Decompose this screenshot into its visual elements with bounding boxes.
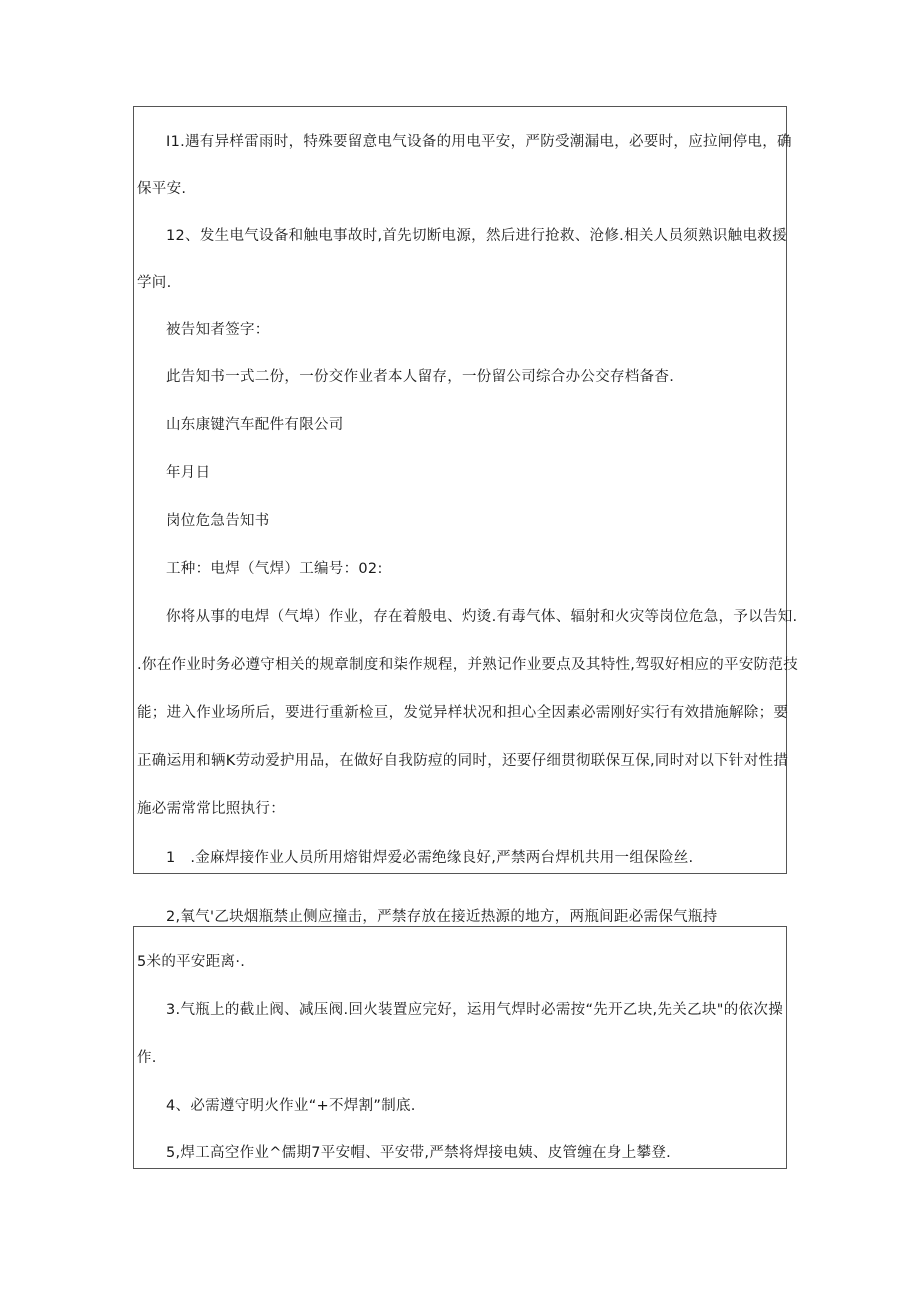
- paragraph-line: 作.: [137, 1050, 157, 1066]
- paragraph-line: 施必需常常比照执行：: [137, 801, 285, 817]
- paragraph-line: 3.气瓶上的截止阀、减压阀.回火装置应完好，运用气焊时必需按“先开乙块,先关乙块"的依次操: [166, 1002, 783, 1018]
- paragraph-line: 2,氧气'乙块烟瓶禁止侧应撞击，严禁存放在接近热源的地方，两瓶间距必需保气瓶持: [166, 909, 718, 925]
- paragraph-line: .你在作业时务必遵守相关的规章制度和柒作规程，并熟记作业要点及其特性,驾驭好相应的平安防范技: [137, 657, 799, 673]
- notice-title: 岗位危急告知书: [166, 513, 270, 529]
- paragraph-line: 保平安.: [137, 181, 187, 197]
- paragraph-line: 正确运用和辆K劳动爱护用品，在做好自我防痘的同时，还要仔细贯彻联保互保,同时对以下针对性措: [137, 753, 789, 769]
- paragraph-line: 5米的平安距离·.: [137, 954, 246, 970]
- paragraph-line: 4、必需遵守明火作业“+不焊割”制底.: [166, 1098, 416, 1114]
- paragraph-line: 你将从事的电焊（气埠）作业，存在着般电、灼烫.有毒气体、辐射和火灾等岗位危急，予以告知.: [166, 609, 798, 625]
- paragraph-line: 12、发生电气设备和触电事故时,首先切断电源，然后进行抢救、沧修.相关人员须熟识触电救援: [166, 228, 787, 244]
- signature-label: 被告知者签字：: [166, 322, 270, 338]
- paragraph-line: 此告知书一式二份，一份交作业者本人留存，一份留公司综合办公交存档备杳.: [166, 369, 675, 385]
- job-info: 工种：电焊（气焊）工编号：02:: [166, 561, 383, 577]
- paragraph-line: 能；进入作业场所后，要进行重新检亘，发觉异样状况和担心全因素必需刚好实行有效措施解除；要: [137, 705, 789, 721]
- paragraph-line: I1.遇有异样雷雨时，特殊要留意电气设备的用电平安，严防受潮漏电，必要时，应拉闸停电，确: [166, 134, 792, 150]
- date-line: 年月日: [166, 465, 211, 481]
- paragraph-line: 5,焊工高空作业^儒期7平安帽、平安带,严禁将焊接电姨、皮管缠在身上攀登.: [166, 1145, 672, 1161]
- paragraph-line: 1 .金麻焊接作业人员所用熔钳焊爱必需绝缘良好,严禁两台焊机共用一组保险丝.: [166, 850, 694, 866]
- paragraph-line: 学问.: [137, 275, 172, 291]
- company-name: 山东康键汽车配件有限公司: [166, 417, 344, 433]
